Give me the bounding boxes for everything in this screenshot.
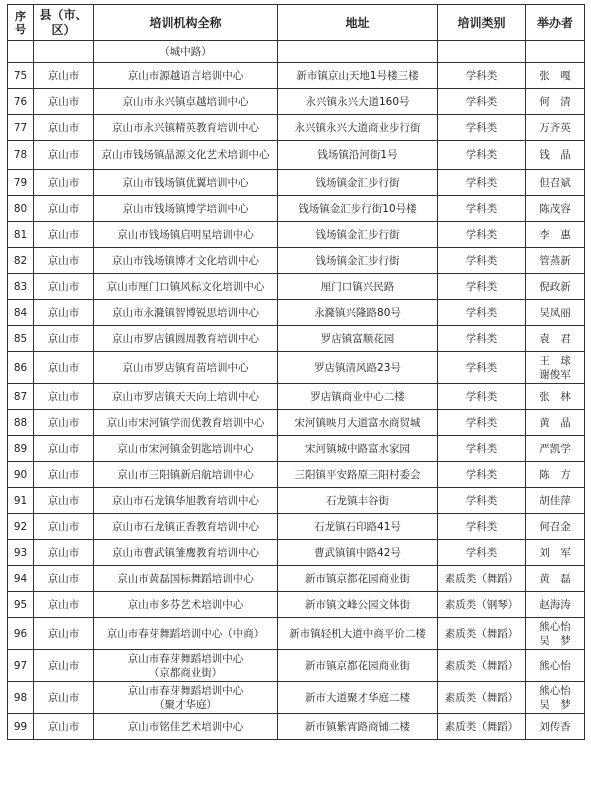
cell-no: 85 xyxy=(8,326,34,352)
cell-county: 京山市 xyxy=(34,682,94,714)
cell-address: 新市镇京都花园商业街 xyxy=(278,566,438,592)
cell-type: 学科类 xyxy=(438,352,526,384)
cell-name: 京山市黄磊国标舞蹈培训中心 xyxy=(94,566,278,592)
cell-no: 89 xyxy=(8,436,34,462)
table-row xyxy=(8,170,585,196)
cell-county: 京山市 xyxy=(34,436,94,462)
cell-no: 94 xyxy=(8,566,34,592)
table-row xyxy=(8,274,585,300)
cell-county: 京山市 xyxy=(34,170,94,196)
cell-name: 京山市罗店镇育苗培训中心 xyxy=(94,352,278,384)
cell-name: 京山市铭佳艺术培训中心 xyxy=(94,714,278,740)
cell-address: 罗店镇清风路23号 xyxy=(278,352,438,384)
cell-no: 93 xyxy=(8,540,34,566)
cell-organizer xyxy=(526,41,585,63)
cell-name: 京山市宋河镇学而优教育培训中心 xyxy=(94,410,278,436)
cell-no: 91 xyxy=(8,488,34,514)
cell-type: 素质类（钢琴） xyxy=(438,592,526,618)
cell-address: 厘门口镇兴民路 xyxy=(278,274,438,300)
cell-county: 京山市 xyxy=(34,63,94,89)
cell-no: 83 xyxy=(8,274,34,300)
cell-address: 新市镇轻机大道中商平价二楼 xyxy=(278,618,438,650)
cell-address: 钱场镇金汇步行街 xyxy=(278,222,438,248)
cell-type: 学科类 xyxy=(438,488,526,514)
cell-type: 学科类 xyxy=(438,410,526,436)
cell-name: 京山市曹武镇雏鹰教育培训中心 xyxy=(94,540,278,566)
cell-no: 80 xyxy=(8,196,34,222)
cell-organizer: 张 林 xyxy=(526,384,585,410)
cell-organizer: 熊心怡 xyxy=(526,650,585,682)
cell-organizer: 陈茂容 xyxy=(526,196,585,222)
cell-county: 京山市 xyxy=(34,540,94,566)
cell-name: 京山市春芽舞蹈培训中心 （聚才华庭） xyxy=(94,682,278,714)
table-row xyxy=(8,714,585,740)
cell-name: 京山市源越语言培训中心 xyxy=(94,63,278,89)
continuation-row xyxy=(8,41,585,63)
cell-name: 京山市永兴镇卓越培训中心 xyxy=(94,89,278,115)
cell-organizer: 管蒸新 xyxy=(526,248,585,274)
cell-address: 永兴镇永兴大道160号 xyxy=(278,89,438,115)
cell-name: 京山市多芬艺术培训中心 xyxy=(94,592,278,618)
table-row xyxy=(8,141,585,170)
cell-organizer: 熊心怡 吴 梦 xyxy=(526,682,585,714)
cell-name: 京山市三阳镇新启航培训中心 xyxy=(94,462,278,488)
cell-no: 76 xyxy=(8,89,34,115)
cell-no: 88 xyxy=(8,410,34,436)
table-row xyxy=(8,248,585,274)
cell-type: 素质类（舞蹈） xyxy=(438,714,526,740)
cell-county: 京山市 xyxy=(34,714,94,740)
cell-county: 京山市 xyxy=(34,462,94,488)
cell-no: 96 xyxy=(8,618,34,650)
cell-name: 京山市永兴镇精英教育培训中心 xyxy=(94,115,278,141)
cell-no: 95 xyxy=(8,592,34,618)
cell-county: 京山市 xyxy=(34,566,94,592)
cell-county: 京山市 xyxy=(34,592,94,618)
cell-type: 学科类 xyxy=(438,326,526,352)
cell-type: 学科类 xyxy=(438,462,526,488)
cell-no: 79 xyxy=(8,170,34,196)
cell-county: 京山市 xyxy=(34,410,94,436)
cell-type: 素质类（舞蹈） xyxy=(438,682,526,714)
cell-organizer: 陈 方 xyxy=(526,462,585,488)
cell-name: 京山市钱场镇启明星培训中心 xyxy=(94,222,278,248)
cell-address: 曹武镇镇中路42号 xyxy=(278,540,438,566)
cell-address: 新市镇京都花园商业街 xyxy=(278,650,438,682)
cell-county: 京山市 xyxy=(34,89,94,115)
cell-no: 90 xyxy=(8,462,34,488)
table-row xyxy=(8,488,585,514)
cell-organizer: 严凯学 xyxy=(526,436,585,462)
cell-type: 学科类 xyxy=(438,274,526,300)
cell-address: 永漋镇兴隆路80号 xyxy=(278,300,438,326)
cell-name: 京山市钱场镇博学培训中心 xyxy=(94,196,278,222)
cell-organizer: 王 球 谢俊军 xyxy=(526,352,585,384)
cell-type: 学科类 xyxy=(438,115,526,141)
table-row xyxy=(8,222,585,248)
cell-address: 永兴镇永兴大道商业步行街 xyxy=(278,115,438,141)
cell-no: 77 xyxy=(8,115,34,141)
cell-county: 京山市 xyxy=(34,141,94,170)
cell-name: 京山市春芽舞蹈培训中心（中商） xyxy=(94,618,278,650)
cell-no: 87 xyxy=(8,384,34,410)
cell-name: 京山市罗店镇天天向上培训中心 xyxy=(94,384,278,410)
cell-organizer: 赵海涛 xyxy=(526,592,585,618)
cell-type: 学科类 xyxy=(438,436,526,462)
table-row xyxy=(8,63,585,89)
table-row xyxy=(8,196,585,222)
table-row xyxy=(8,89,585,115)
cell-organizer: 万齐英 xyxy=(526,115,585,141)
cell-type: 学科类 xyxy=(438,222,526,248)
cell-county: 京山市 xyxy=(34,300,94,326)
cell-organizer: 何召金 xyxy=(526,514,585,540)
cell-no: 82 xyxy=(8,248,34,274)
cell-county: 京山市 xyxy=(34,274,94,300)
cell-no: 97 xyxy=(8,650,34,682)
table-row xyxy=(8,514,585,540)
cell-type: 学科类 xyxy=(438,141,526,170)
table-row xyxy=(8,410,585,436)
header-county: 县（市、区） xyxy=(34,5,94,41)
cell-address: 罗店镇富顺花园 xyxy=(278,326,438,352)
cell-county: 京山市 xyxy=(34,248,94,274)
cell-name: 京山市石龙镇华旭教育培训中心 xyxy=(94,488,278,514)
cell-county: 京山市 xyxy=(34,326,94,352)
table-row xyxy=(8,540,585,566)
table-row xyxy=(8,462,585,488)
cell-address: 三阳镇平安路原三阳村委会 xyxy=(278,462,438,488)
cell-no xyxy=(8,41,34,63)
table-row xyxy=(8,300,585,326)
cell-county: 京山市 xyxy=(34,618,94,650)
table-row xyxy=(8,436,585,462)
cell-county: 京山市 xyxy=(34,352,94,384)
cell-county: 京山市 xyxy=(34,384,94,410)
cell-address: 新市大道聚才华庭二楼 xyxy=(278,682,438,714)
cell-no: 84 xyxy=(8,300,34,326)
cell-address: 新市镇文峰公园文体街 xyxy=(278,592,438,618)
header-name: 培训机构全称 xyxy=(94,5,278,41)
cell-organizer: 张 嘎 xyxy=(526,63,585,89)
cell-address: 石龙镇石印路41号 xyxy=(278,514,438,540)
cell-organizer: 李 惠 xyxy=(526,222,585,248)
cell-type: 素质类（舞蹈） xyxy=(438,618,526,650)
cell-organizer: 熊心怡 吴 梦 xyxy=(526,618,585,650)
cell-county: 京山市 xyxy=(34,115,94,141)
cell-name: 京山市钱场镇晶源文化艺术培训中心 xyxy=(94,141,278,170)
cell-organizer: 何 清 xyxy=(526,89,585,115)
cell-organizer: 袁 君 xyxy=(526,326,585,352)
cell-organizer: 黄 晶 xyxy=(526,410,585,436)
cell-address: 钱场镇金汇步行街 xyxy=(278,248,438,274)
cell-county: 京山市 xyxy=(34,514,94,540)
cell-name: 京山市厘门口镇风标文化培训中心 xyxy=(94,274,278,300)
cell-organizer: 吴凤丽 xyxy=(526,300,585,326)
cell-name: 京山市宋河镇金钥匙培训中心 xyxy=(94,436,278,462)
table-row xyxy=(8,650,585,682)
table-row xyxy=(8,618,585,650)
cell-address: 新市镇紫宵路商铺二楼 xyxy=(278,714,438,740)
header-address: 地址 xyxy=(278,5,438,41)
cell-organizer: 倪政新 xyxy=(526,274,585,300)
cell-name: 京山市永漋镇智博锐思培训中心 xyxy=(94,300,278,326)
table-row xyxy=(8,326,585,352)
cell-name: （城中路） xyxy=(94,41,278,63)
cell-address: 石龙镇丰谷街 xyxy=(278,488,438,514)
cell-type: 学科类 xyxy=(438,540,526,566)
cell-no: 98 xyxy=(8,682,34,714)
cell-type: 学科类 xyxy=(438,248,526,274)
cell-address: 宋河镇映月大道富水商贸城 xyxy=(278,410,438,436)
cell-no: 92 xyxy=(8,514,34,540)
table-row xyxy=(8,115,585,141)
cell-name: 京山市钱场镇优翼培训中心 xyxy=(94,170,278,196)
cell-address xyxy=(278,41,438,63)
cell-organizer: 刘 军 xyxy=(526,540,585,566)
cell-name: 京山市石龙镇正香教育培训中心 xyxy=(94,514,278,540)
cell-type: 学科类 xyxy=(438,170,526,196)
table-row xyxy=(8,384,585,410)
cell-organizer: 胡佳萍 xyxy=(526,488,585,514)
cell-county: 京山市 xyxy=(34,650,94,682)
cell-organizer: 刘传香 xyxy=(526,714,585,740)
cell-organizer: 钱 晶 xyxy=(526,141,585,170)
cell-type: 素质类（舞蹈） xyxy=(438,650,526,682)
cell-address: 钱场镇金汇步行街10号楼 xyxy=(278,196,438,222)
cell-type: 学科类 xyxy=(438,89,526,115)
header-organizer: 举办者 xyxy=(526,5,585,41)
cell-no: 75 xyxy=(8,63,34,89)
cell-address: 罗店镇商业中心二楼 xyxy=(278,384,438,410)
table-row xyxy=(8,592,585,618)
cell-type: 学科类 xyxy=(438,384,526,410)
cell-type: 学科类 xyxy=(438,196,526,222)
cell-no: 78 xyxy=(8,141,34,170)
training-institutions-table xyxy=(7,4,585,740)
cell-county xyxy=(34,41,94,63)
cell-county: 京山市 xyxy=(34,222,94,248)
cell-county: 京山市 xyxy=(34,488,94,514)
header-type: 培训类别 xyxy=(438,5,526,41)
cell-address: 新市镇京山天地1号楼三楼 xyxy=(278,63,438,89)
cell-name: 京山市钱场镇博才文化培训中心 xyxy=(94,248,278,274)
table-row xyxy=(8,566,585,592)
cell-address: 钱场镇金汇步行街 xyxy=(278,170,438,196)
cell-type: 学科类 xyxy=(438,63,526,89)
table-row xyxy=(8,352,585,384)
cell-type: 学科类 xyxy=(438,300,526,326)
cell-type: 学科类 xyxy=(438,514,526,540)
table-row xyxy=(8,682,585,714)
cell-address: 钱场镇沿河街1号 xyxy=(278,141,438,170)
cell-name: 京山市春芽舞蹈培训中心 （京都商业街） xyxy=(94,650,278,682)
cell-no: 86 xyxy=(8,352,34,384)
cell-no: 81 xyxy=(8,222,34,248)
cell-no: 99 xyxy=(8,714,34,740)
cell-organizer: 但召斌 xyxy=(526,170,585,196)
cell-type xyxy=(438,41,526,63)
cell-county: 京山市 xyxy=(34,196,94,222)
header-no: 序号 xyxy=(8,5,34,41)
cell-address: 宋河镇城中路富水家园 xyxy=(278,436,438,462)
cell-organizer: 黄 磊 xyxy=(526,566,585,592)
cell-name: 京山市罗店镇圆周教育培训中心 xyxy=(94,326,278,352)
cell-type: 素质类（舞蹈） xyxy=(438,566,526,592)
header-row xyxy=(8,5,585,41)
